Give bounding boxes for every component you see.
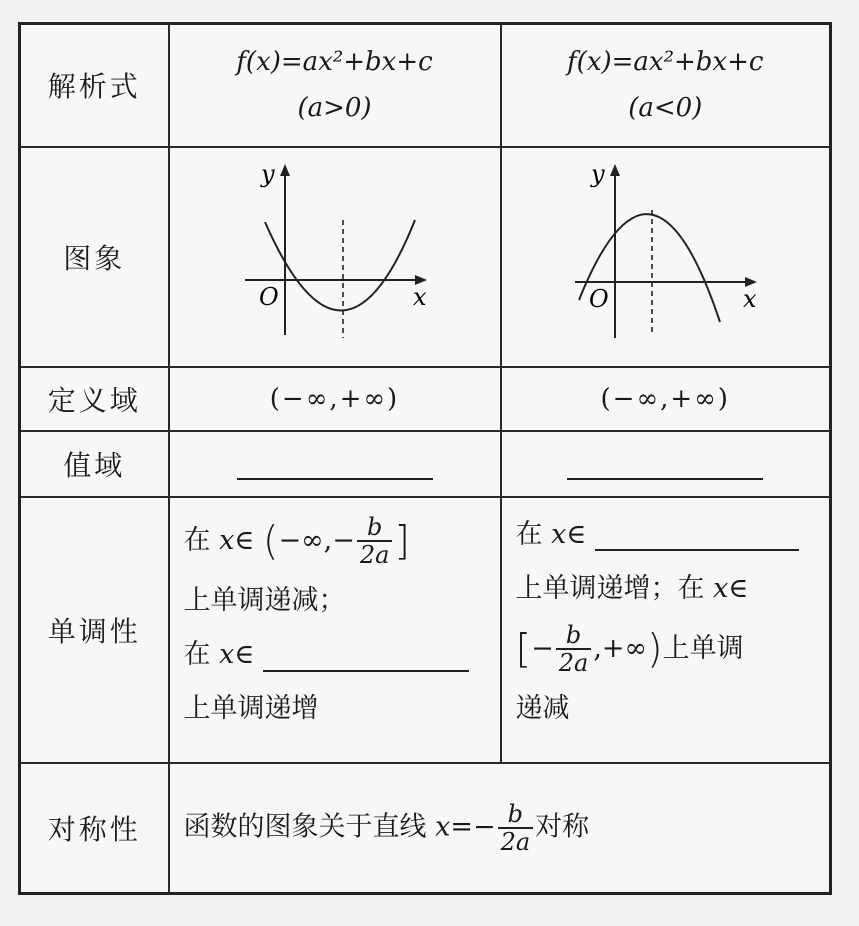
label-symmetry: 对称性 — [20, 763, 169, 894]
symmetry-cell — [169, 763, 831, 894]
formula-pos: f(x)=ax²+bx+c — [236, 47, 433, 78]
label-graph: 图象 — [20, 147, 169, 367]
text-zai: 在 — [515, 518, 543, 550]
mono-pos-line4: 上单调递增 — [183, 693, 319, 724]
x-label: x — [412, 282, 427, 311]
paren-close: ) — [647, 626, 663, 672]
cond-pos: (a>0) — [297, 93, 372, 124]
mono-neg-line4: 递减 — [515, 693, 570, 724]
domain-neg: (−∞,+∞) — [501, 367, 831, 431]
symmetry-text: 函数的图象关于直线 — [183, 811, 427, 843]
monotonicity-neg — [501, 497, 831, 763]
frac-b-2a: $\frac{b}{2a}$ — [556, 622, 592, 676]
text-dec-a: 上单调 — [662, 632, 744, 664]
label-monotonicity: 单调性 — [20, 497, 169, 763]
x-label: x — [743, 284, 757, 313]
frac-b-2a: $\frac{b}{2a}$ — [498, 801, 534, 855]
mono-neg-line2 — [516, 562, 818, 616]
quadratic-function-table — [18, 22, 832, 895]
domain-pos: (−∞,+∞) — [169, 367, 501, 431]
mono-neg-line1 — [516, 508, 818, 562]
y-axis-arrow — [610, 164, 620, 176]
y-label: y — [260, 159, 275, 188]
text-inc-then: 上单调递增；在 — [515, 572, 705, 604]
cond-neg: (a<0) — [628, 93, 703, 124]
text-x-in: x∈ — [219, 524, 255, 556]
label-expression: 解析式 — [20, 24, 169, 147]
label-domain: 定义域 — [20, 367, 169, 431]
mono-pos-line1 — [184, 508, 488, 575]
mono-neg-blank[interactable] — [595, 519, 799, 551]
cell-graph-neg — [501, 147, 831, 367]
bracket-open: [ — [515, 626, 532, 672]
mono-pos-blank[interactable] — [263, 640, 469, 672]
origin-label: O — [258, 282, 279, 311]
row-monotonicity — [20, 497, 831, 763]
mono-pos-line2: 上单调递减； — [183, 585, 346, 616]
monotonicity-pos — [169, 497, 501, 763]
range-pos-blank[interactable] — [237, 477, 433, 480]
row-domain — [20, 367, 831, 431]
mono-neg-line3 — [516, 616, 818, 683]
origin-label: O — [589, 284, 609, 313]
text-interval-tail: ,+∞ — [593, 632, 648, 664]
text-minus: − — [531, 632, 554, 664]
parabola-curve — [265, 220, 415, 311]
text-x-in: x∈ — [713, 572, 749, 604]
symmetry-eq: x=− — [435, 811, 496, 843]
range-pos — [169, 431, 501, 497]
symmetry-tail: 对称 — [535, 811, 590, 843]
graph-upward-parabola — [235, 160, 435, 350]
text-interval-mid: −∞,− — [278, 524, 355, 556]
label-range: 值域 — [20, 431, 169, 497]
frac-b-2a: $\frac{b}{2a}$ — [357, 514, 393, 568]
cell-graph-pos — [169, 147, 501, 367]
cell-expression-neg — [501, 24, 831, 147]
cell-expression-pos — [169, 24, 501, 147]
row-graph — [20, 147, 831, 367]
y-label: y — [591, 159, 605, 188]
row-symmetry — [20, 763, 831, 894]
symmetry-line — [170, 801, 830, 855]
mono-pos-line3 — [184, 628, 488, 682]
paren-open: ( — [262, 518, 279, 564]
formula-neg: f(x)=ax²+bx+c — [567, 47, 764, 78]
text-zai: 在 — [183, 524, 211, 556]
range-neg — [501, 431, 831, 497]
text-x-in: x∈ — [551, 518, 587, 550]
text-zai: 在 — [183, 639, 211, 670]
y-axis-arrow — [280, 164, 290, 176]
row-expression — [20, 24, 831, 147]
graph-downward-parabola — [565, 160, 765, 350]
bracket-close: ] — [394, 518, 411, 564]
row-range — [20, 431, 831, 497]
text-x-in: x∈ — [219, 639, 255, 670]
range-neg-blank[interactable] — [567, 477, 763, 480]
